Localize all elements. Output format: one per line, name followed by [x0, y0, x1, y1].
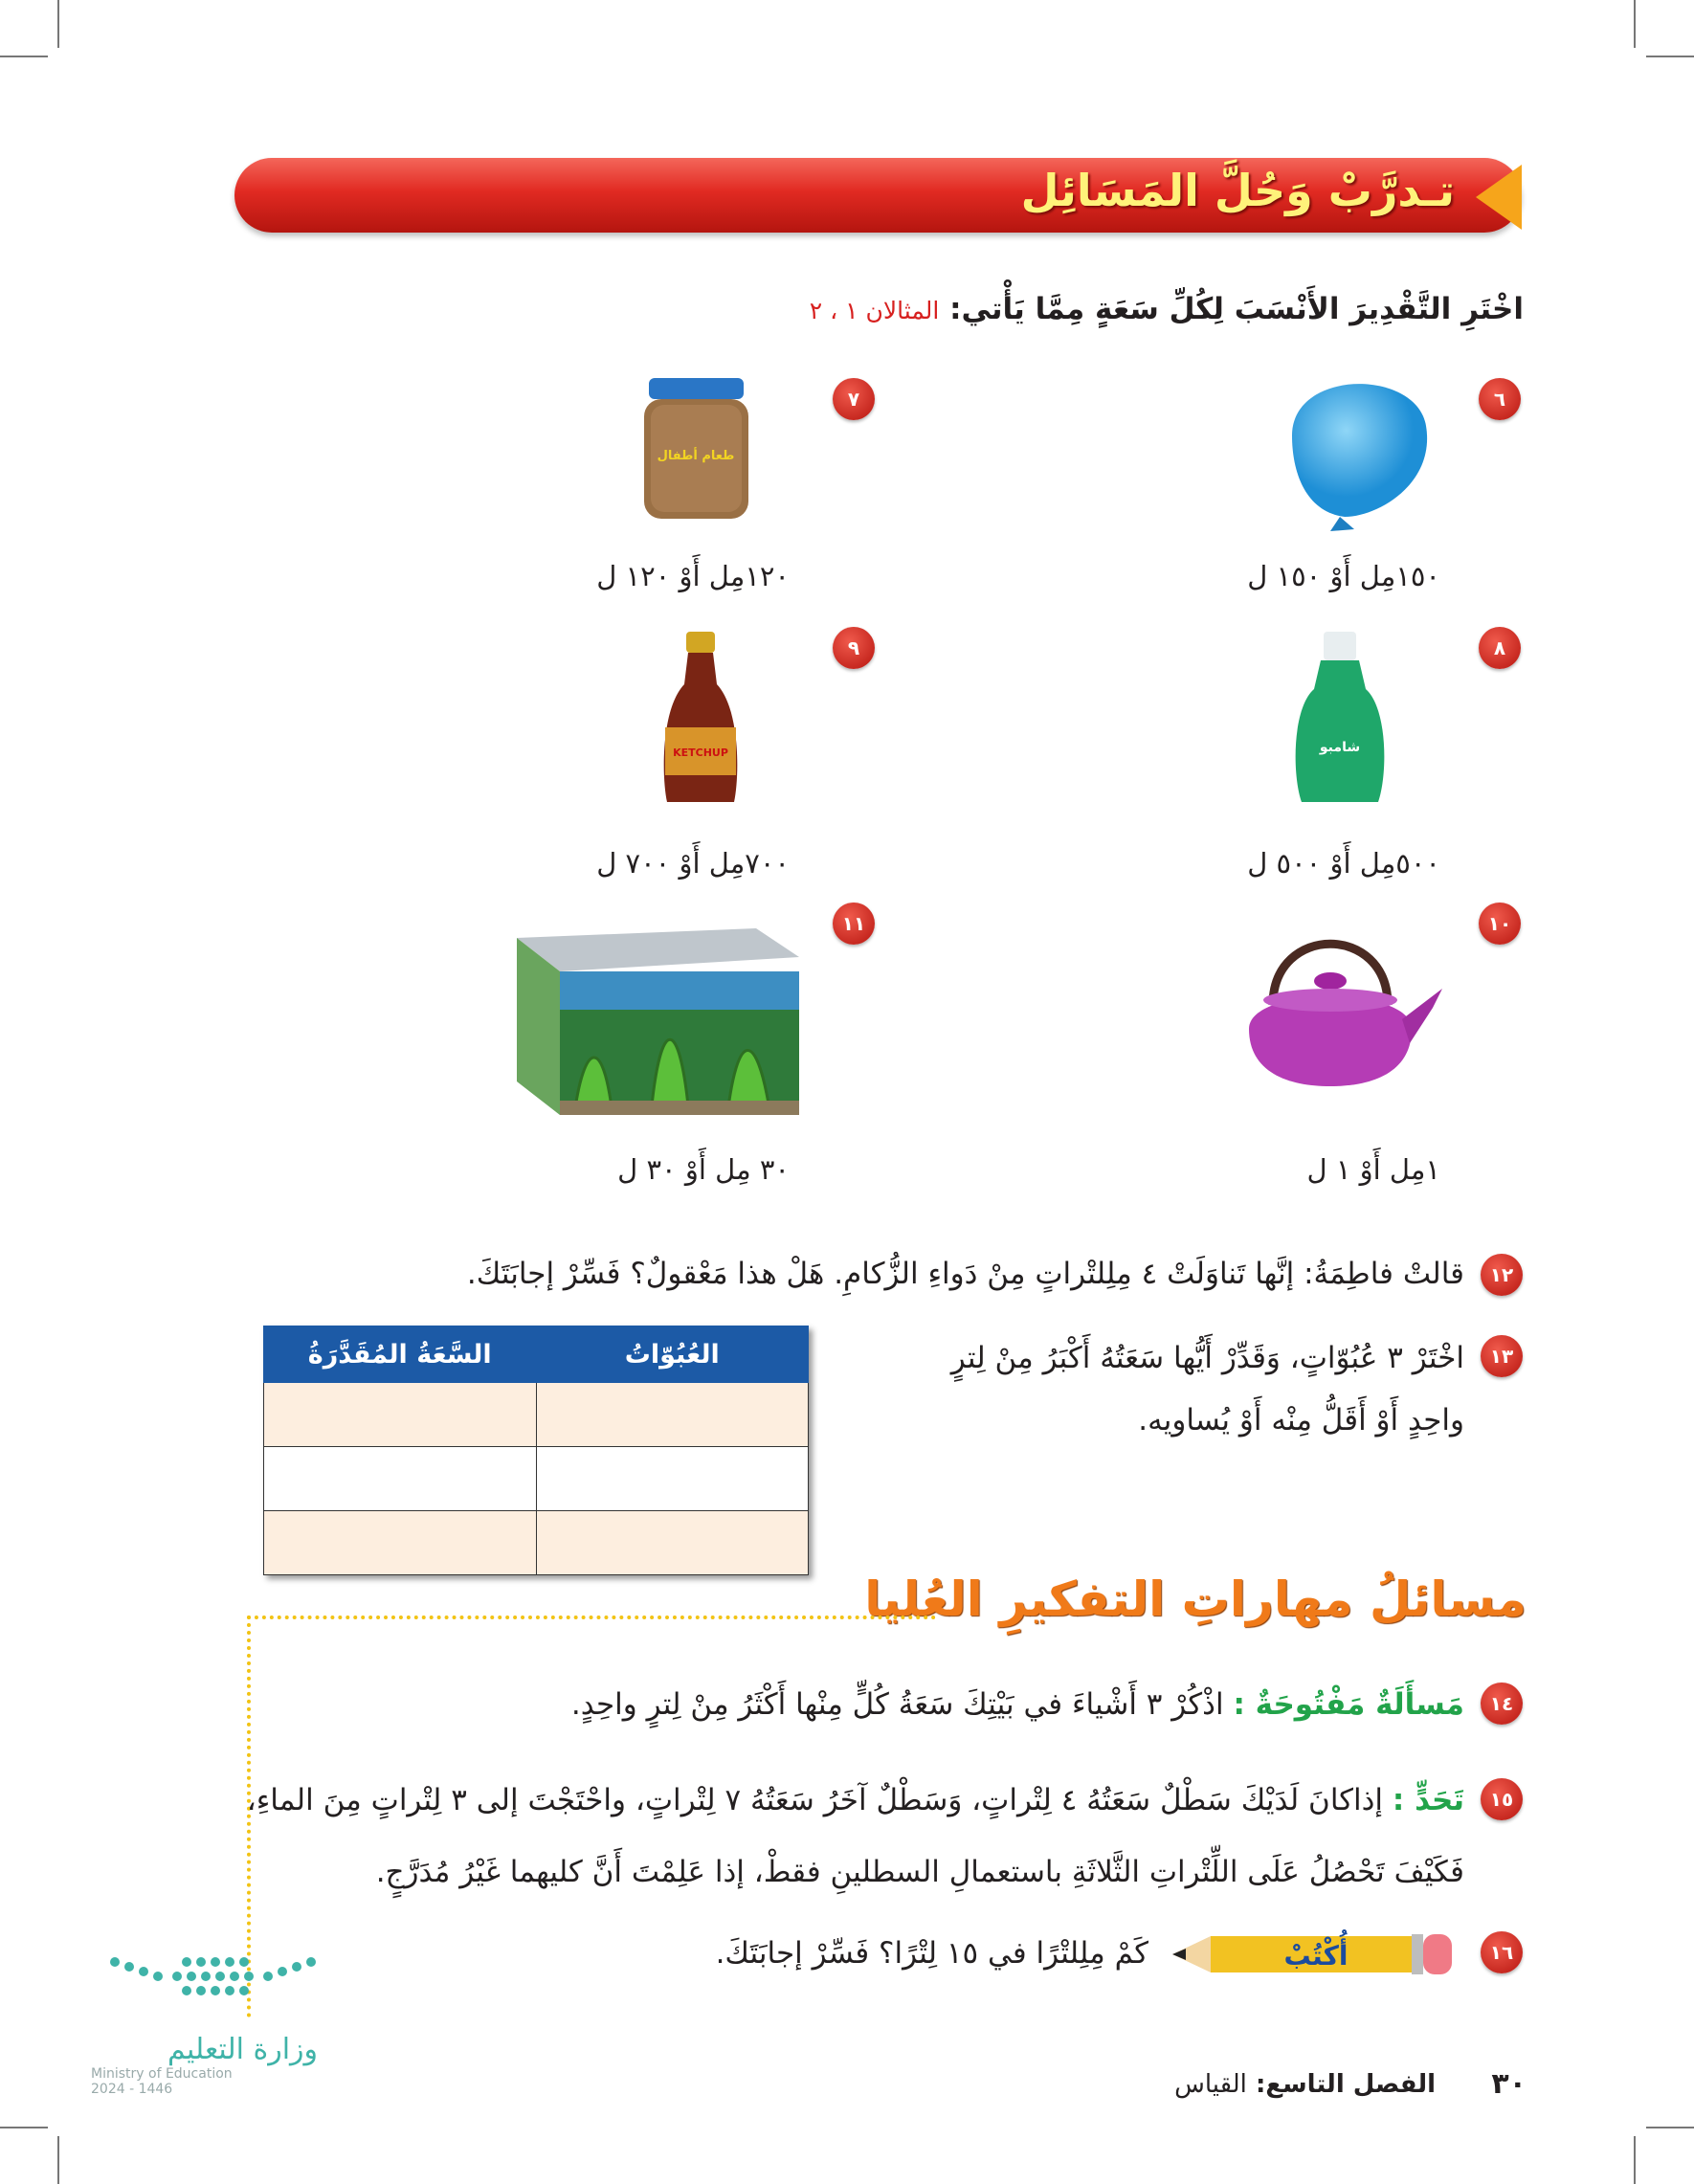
question-15-line1-wrap — [247, 1772, 1464, 1828]
question-number: ١٤ — [1481, 1683, 1523, 1725]
table-header-containers: العُبُوّاتُ — [536, 1326, 809, 1383]
chapter-topic: القياس — [1174, 2070, 1247, 2099]
question-number: ١٢ — [1481, 1254, 1523, 1296]
item-caption: ٥٠٠مِل أَوْ ٥٠٠ ل — [1247, 847, 1440, 880]
question-15-line2: فَكَيْفَ تَحْصُلُ عَلَى اللِّتْراتِ الثَّلاثَةِ باستعمالِ السطلينِ فقطْ، إذا عَلِمْتَ أَنَّ كليهما غَيْرُ مُدَرَّجٍ. — [375, 1855, 1464, 1889]
edition-year: 2024 - 1446 — [91, 2082, 173, 2097]
table-cell[interactable] — [536, 1447, 809, 1511]
question-13-line1: اخْتَرْ ٣ عُبُوّاتٍ، وَقَدِّرْ أَيُّها سَعَتُهُ أَكْبَرُ مِنْ لِترٍ — [950, 1341, 1464, 1375]
item-caption: ١٢٠مِل أَوْ ١٢٠ ل — [596, 560, 790, 592]
question-14 — [571, 1677, 1464, 1732]
table-cell[interactable] — [264, 1383, 537, 1447]
ketchup-label: KETCHUP — [673, 747, 728, 759]
question-number: ٩ — [833, 627, 875, 669]
baby-food-jar-image — [641, 378, 751, 522]
question-number: ٨ — [1479, 627, 1521, 669]
hots-heading: مسائلُ مهاراتِ التفكيرِ العُليا — [864, 1571, 1527, 1627]
question-number: ٦ — [1479, 378, 1521, 420]
question-number: ٧ — [833, 378, 875, 420]
question-number: ١٣ — [1481, 1335, 1523, 1377]
example-reference: المثالان ١ ، ٢ — [809, 297, 940, 324]
ministry-name-ar: وزارة التعليم — [167, 2033, 319, 2066]
chapter-label: الفصل التاسع: — [1255, 2070, 1436, 2099]
item-caption: ٣٠ مِل أَوْ ٣٠ ل — [617, 1153, 790, 1186]
challenge-label: تَحَدٍّ : — [1392, 1783, 1464, 1817]
chapter-title — [1174, 2070, 1436, 2099]
table-cell[interactable] — [536, 1511, 809, 1575]
table-row — [264, 1447, 809, 1511]
question-14-text: اذْكُرْ ٣ أَشْياءَ في بَيْتِكَ سَعَةُ كُلٍّ مِنْها أَكْثَرُ مِنْ لِترٍ واحِدٍ. — [570, 1687, 1224, 1722]
banner-arrow-icon — [1476, 165, 1522, 230]
pencil-icon — [1172, 1928, 1455, 1981]
item-caption: ٧٠٠مِل أَوْ ٧٠٠ ل — [596, 847, 790, 880]
estimate-table — [263, 1326, 809, 1575]
ministry-logo-mark — [91, 1952, 340, 2039]
ministry-logo — [91, 1952, 340, 2097]
open-question-label: مَسأَلَةٌ مَفْتُوحَةٌ : — [1233, 1687, 1464, 1722]
ministry-name-en: Ministry of Education — [91, 2066, 233, 2082]
kettle-image — [1230, 914, 1445, 1091]
question-number: ١١ — [833, 903, 875, 945]
aquarium-image — [517, 928, 804, 1115]
question-number: ١٥ — [1481, 1778, 1523, 1820]
table-header-estimated-capacity: السَّعَةُ المُقَدَّرَةُ — [264, 1326, 537, 1383]
jar-label: طعام أطفال — [657, 449, 735, 463]
balloon-image — [1273, 359, 1445, 541]
table-cell[interactable] — [264, 1447, 537, 1511]
table-cell[interactable] — [264, 1511, 537, 1575]
item-caption: ١مِل أَوْ ١ ل — [1306, 1153, 1440, 1186]
item-caption: ١٥٠مِل أَوْ ١٥٠ ل — [1247, 560, 1440, 592]
page-number: ٣٠ — [1491, 2067, 1527, 2101]
question-12-text: قالتْ فاطِمَةُ: إنَّها تَناوَلَتْ ٤ مِلِلتْراتٍ مِنْ دَواءِ الزُّكامِ. هَلْ هذا مَعْقولٌ؟ فَسِّرْ إجابَتَكَ. — [466, 1257, 1464, 1291]
instruction-text: اخْتَرِ التَّقْدِيرَ الأَنْسَبَ لِكُلِّ سَعَةٍ مِمَّا يَأْتي: — [949, 292, 1524, 326]
shampoo-label: شامبو — [1319, 740, 1361, 755]
ketchup-bottle-image — [656, 632, 747, 809]
table-row — [264, 1383, 809, 1447]
question-number: ١٦ — [1481, 1931, 1523, 1973]
question-16-text: كَمْ مِلِلتْرًا في ١٥ لِتْرًا؟ فَسِّرْ إجابَتَكَ. — [715, 1936, 1148, 1971]
question-number: ١٠ — [1479, 903, 1521, 945]
shampoo-bottle-image — [1287, 632, 1393, 809]
write-label: أُكْتُبْ — [1283, 1940, 1349, 1972]
table-row — [264, 1511, 809, 1575]
question-13-line2: واحِدٍ أَوْ أَقَلُّ مِنْه أَوْ يُساويه. — [1138, 1403, 1464, 1437]
section-title: تـدرَّبْ وَحُلَّ المَسَائِل — [1020, 165, 1455, 216]
question-15-line1: إذاكانَ لَدَيْكَ سَطْلٌ سَعَتُهُ ٤ لِتْراتٍ، وَسَطْلٌ آخَرُ سَعَتُهُ ٧ لِتْراتٍ، واحْتَجْتَ إلى ٣ لِتْراتٍ مِنَ الماءِ، — [246, 1783, 1384, 1817]
table-cell[interactable] — [536, 1383, 809, 1447]
instruction — [810, 292, 1524, 326]
dotted-divider — [247, 1616, 936, 1619]
